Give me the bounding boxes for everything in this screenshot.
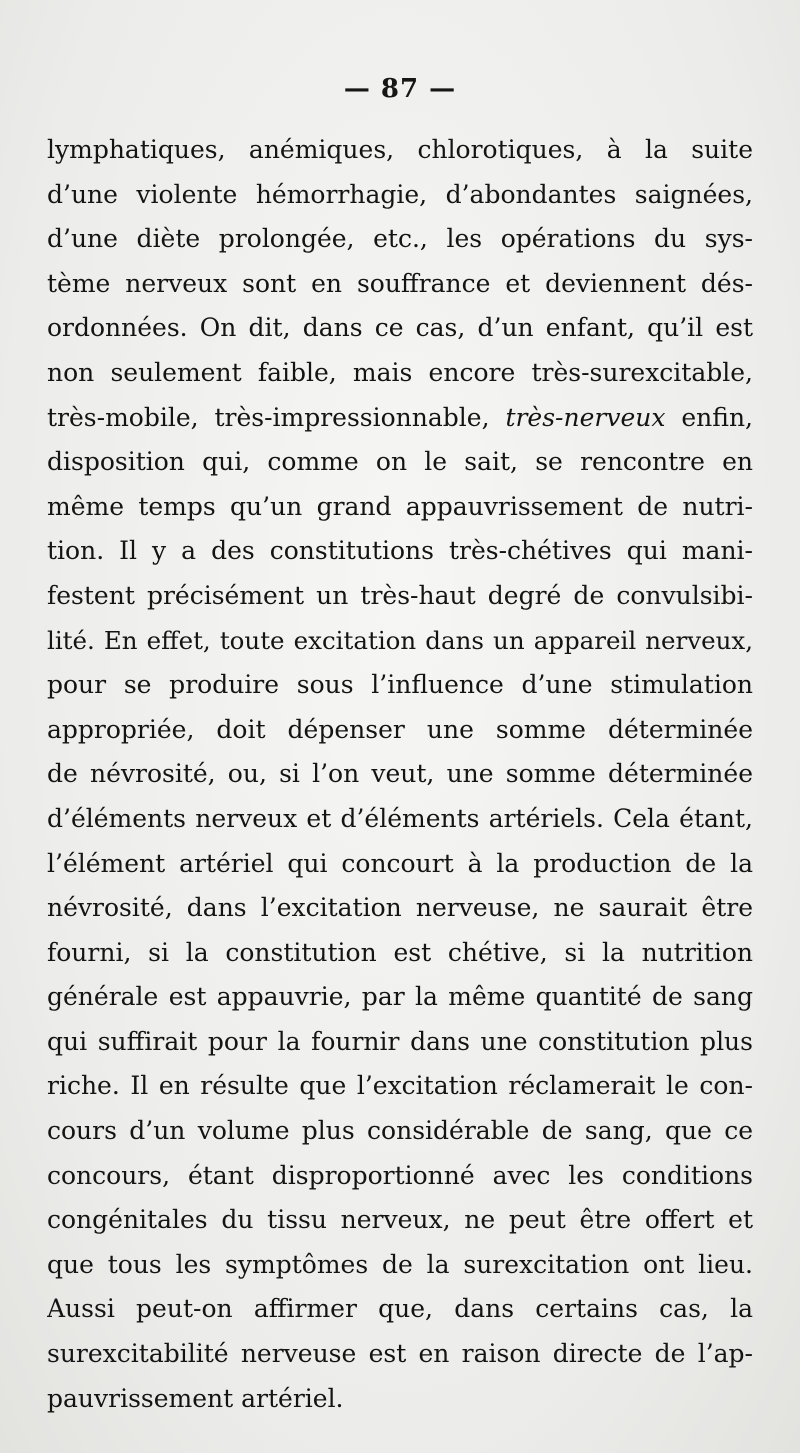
text-line: concours, étant disproportionné avec les conditions [47, 1160, 753, 1190]
text-line [47, 396, 753, 441]
text-line: générale est appauvrie, par la même quantité de sang [47, 982, 753, 1012]
text-line: d’éléments nerveux et d’éléments artériels. Cela étant, [47, 803, 753, 833]
text-line: appropriée, doit dépenser une somme déterminée [47, 714, 753, 744]
text-line: d’une diète prolongée, etc., les opérations du sys- [47, 224, 753, 254]
text-line: surexcitabilité nerveuse est en raison directe de l’ap- [47, 1339, 753, 1369]
text-segment: très-mobile, très-impressionnable, [47, 402, 506, 432]
text-line: lymphatiques, anémiques, chlorotiques, à la suite [47, 135, 753, 164]
body-text [47, 128, 753, 1421]
text-line: fourni, si la constitution est chétive, si la nutrition [47, 937, 753, 967]
text-line: disposition qui, comme on le sait, se rencontre en [47, 447, 753, 477]
page-number: — 87 — [343, 74, 457, 104]
text-line: festent précisément un très-haut degré de convulsibi- [47, 580, 753, 610]
text-line: lité. En effet, toute excitation dans un appareil nerveux, [47, 625, 753, 655]
text-line: pauvrissement artériel. [47, 1383, 344, 1413]
text-line: que tous les symptômes de la surexcitation ont lieu. [47, 1249, 753, 1279]
text-line: congénitales du tissu nerveux, ne peut être offert et [47, 1205, 753, 1235]
text-line: même temps qu’un grand appauvrissement de nutri- [47, 491, 753, 521]
text-line: d’une violente hémorrhagie, d’abondantes saignées, [47, 179, 753, 209]
text-line: pour se produire sous l’influence d’une stimulation [47, 670, 753, 700]
text-line: névrosité, dans l’excitation nerveuse, ne saurait être [47, 893, 753, 923]
text-line: Aussi peut-on affirmer que, dans certains cas, la [47, 1294, 753, 1324]
text-line: ordonnées. On dit, dans ce cas, d’un enfant, qu’il est [47, 313, 753, 343]
text-line: de névrosité, ou, si l’on veut, une somme déterminée [47, 759, 753, 789]
text-line: cours d’un volume plus considérable de sang, que ce [47, 1116, 753, 1146]
italic-term: très-nerveux [505, 402, 666, 432]
text-line: tème nerveux sont en souffrance et deviennent dés- [47, 268, 753, 298]
text-line: non seulement faible, mais encore très-surexcitable, [47, 357, 753, 387]
text-line: l’élément artériel qui concourt à la production de la [47, 848, 753, 878]
text-line: riche. Il en résulte que l’excitation réclamerait le con- [47, 1071, 753, 1101]
text-line: tion. Il y a des constitutions très-chétives qui mani- [47, 536, 753, 566]
text-segment: enfin, [665, 402, 753, 432]
text-line: qui suffirait pour la fournir dans une constitution plus [47, 1026, 753, 1056]
